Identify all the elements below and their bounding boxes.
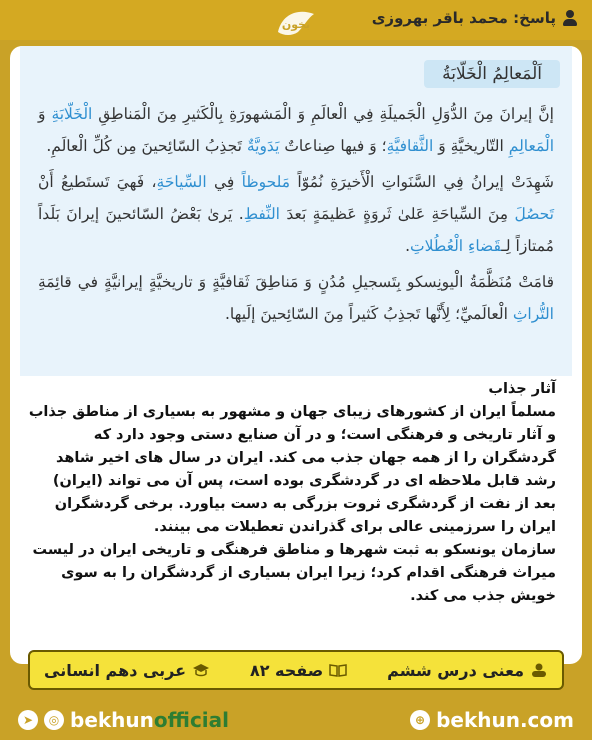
text-segment: . (405, 237, 411, 255)
text-segment: وَ (38, 105, 52, 123)
highlighted-word: الثَّقافيَّةِ (386, 137, 434, 155)
persian-translation (28, 378, 556, 608)
text-segment: مِنَ السِّياحَةِ عَلىٰ ثَروَةٍ عَظيمَةٍ بَعدَ (279, 205, 515, 223)
website-text: bekhun.com (436, 708, 574, 732)
text-segment: الْعالَميِّ؛ لِأَنَّها تَجذِبُ كَثيراً مِنَ السّائِحينَ إلَيها. (224, 305, 513, 323)
text-segment: ؛ وَ فيها صِناعاتٌ (279, 137, 387, 155)
website-link[interactable] (410, 708, 574, 732)
arabic-passage (38, 98, 554, 334)
arabic-paragraph-2 (38, 166, 554, 262)
social-handle[interactable] (18, 708, 229, 732)
book-item (44, 661, 210, 680)
page-item (250, 661, 347, 680)
logo-text: بخون (281, 18, 311, 31)
user-icon (562, 10, 578, 26)
highlighted-word: الْمَعالِمِ (508, 137, 554, 155)
bekhun-logo (268, 4, 324, 40)
text-segment: التّاريخيَّةِ وَ (433, 137, 509, 155)
highlighted-word: السِّياحَةِ (156, 173, 207, 191)
highlighted-word: قَضاءِ الْعُطُلاتِ (410, 237, 502, 255)
arabic-title: اَلْمَعالِمُ الْخَلّابَةُ (424, 60, 560, 88)
text-segment: فِي (206, 173, 242, 191)
social-prefix: bekhun (70, 708, 154, 732)
globe-icon: ⊕ (410, 710, 430, 730)
user-icon (530, 663, 548, 677)
social-suffix: official (153, 708, 230, 732)
arabic-paragraph-1 (38, 98, 554, 162)
arabic-paragraph-3 (38, 266, 554, 330)
page-label: صفحه ۸۲ (249, 660, 324, 680)
answer-author: پاسخ: محمد باقر بهروزی (371, 9, 556, 27)
open-book-icon (329, 663, 347, 677)
highlighted-word: يَدَويَّةٌ (246, 137, 280, 155)
text-segment: تَجذِبُ السّائِحينَ مِن كُلِّ الْعالَمِ. (46, 137, 247, 155)
highlighted-word: النِّفطِ (243, 205, 280, 223)
lesson-label: معنی درس ششم (387, 660, 524, 680)
graduation-cap-icon (192, 663, 210, 677)
highlighted-word: مَلحوظاً (241, 173, 291, 191)
text-segment: . يَرىٰ بَعْضُ السّائحينَ إيرانَ بَلَداً مُمتازاً لِـ (38, 205, 554, 255)
highlighted-word: الْخَلّابَةِ (51, 105, 93, 123)
content-card (10, 46, 582, 664)
highlighted-word: التُّراثِ (512, 305, 554, 323)
instagram-icon: ◎ (44, 710, 64, 730)
highlighted-word: تَحصُلَ (514, 205, 554, 223)
persian-paragraph-2: سازمان یونسکو به ثبت شهرها و مناطق فرهنگی و تاریخی ایران در لیست میراث فرهنگی اقدام کرد؛ زیرا ایران بسیاری از گردشگران را به سوی خویش جذب می کند. (32, 542, 556, 604)
lesson-item (387, 661, 548, 680)
lesson-info-bar (28, 650, 564, 690)
answer-label (372, 9, 578, 27)
persian-title: آثار جذاب (488, 381, 556, 397)
arabic-text-block (20, 46, 572, 376)
book-label: عربی دهم انسانی (44, 660, 187, 680)
telegram-icon: ➤ (18, 710, 38, 730)
text-segment: قامَتْ مُنَظَّمَةُ الْيونِسكو بِتَسجيلِ مُدُنٍ وَ مَناطِقَ ثَقافيَّةٍ وَ تاريخيَّةٍ إيرانيَّةٍ في قائِمَةِ (38, 273, 554, 291)
footer (0, 700, 592, 740)
text-segment: إنَّ إيرانَ مِنَ الدُّوَلِ الْجَميلَةِ فِي الْعالَمِ وَ الْمَشهورَةِ بِالْكَثيرِ مِنَ الْمَناطِقِ (92, 105, 554, 123)
text-segment: شَهِدَتْ إيرانُ فِي السَّنَواتِ الْأَخيرَةِ نُمُوّاً (290, 173, 555, 191)
text-segment: ، فَهيَ تَستَطيعُ أَنْ (38, 173, 157, 191)
persian-paragraph-1: مسلماً ایران از کشورهای زیبای جهان و مشهور به بسیاری از مناطق جذاب و آثار تاریخی و فرهنگی است؛ و در آن صنایع دستی وجود دارد که گردشگران را از همه جهان جذب می کند. ایران در سال های اخیر شاهد رشد قابل ملاحظه ای در گردشگری بوده است، پس آن می تواند (ایران) بعد از نفت از گردشگری ثروت بزرگی به دست بیاورد. برخی گردشگران ایران را سرزمینی عالی برای گذراندن تعطیلات می بینند. (28, 404, 556, 535)
